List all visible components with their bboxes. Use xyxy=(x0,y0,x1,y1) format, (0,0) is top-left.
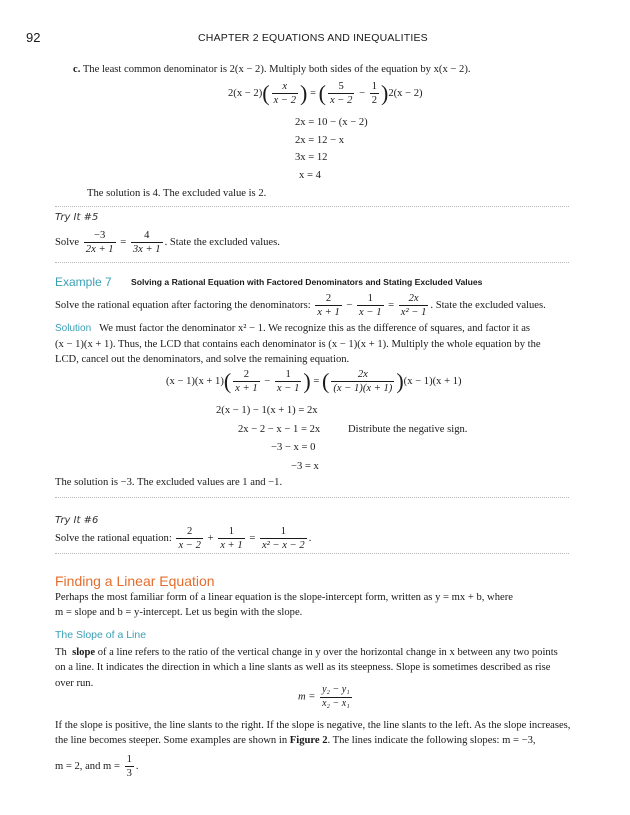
section-heading: Finding a Linear Equation xyxy=(55,573,215,589)
step: 2(x − 1) − 1(x + 1) = 2x xyxy=(216,405,318,416)
divider xyxy=(55,206,569,207)
slope-term: slope xyxy=(72,647,96,658)
try-it-5-problem: Solve $\frac{-3}{2x + 1}$ = $\frac{4}{3x + 1}$ . State the excluded values. xyxy=(55,230,280,256)
step: 2x = 10 − (x − 2) xyxy=(295,117,368,128)
figure-ref[interactable]: Figure 2 xyxy=(289,735,328,747)
example-7-main-equation: (x − 1)(x + 1)( $\frac{2}{x + 1}$ − $\frac{1}{x - 1}$ ) = ( $\frac{2x}{(x - 1)(x + 1)}$ )(x − 1)(x + 1) xyxy=(166,368,462,395)
step: 2x = 12 − x xyxy=(295,134,345,146)
part-c-main-equation: 2(x − 2)( $\frac{x}{x - 2}$ ) = ( $\frac{5}{x - 2}$ − $\frac{1}{2}$ )2(x − 2) xyxy=(228,80,423,107)
divider xyxy=(55,262,569,263)
example-7-solution: Solution We must factor the denominator x² − 1. We recognize this as the difference of squares, and factor it as (x − 1)(x + 1). Thus, the LCD that contains each denominator is (x − 1)(x + 1). Multiply the whole equation by the LCD, cancel out the denominators, and solve the remaining equation. xyxy=(55,323,541,365)
slope-definition: Th slope of a line refers to the ratio of the vertical change in y over the horizontal change in x between any two points on a line. It indicates the direction in which a line slants as well as its steepness. Slope is sometimes described as rise over run. xyxy=(55,647,558,689)
example-7-steps xyxy=(216,402,556,476)
step-note: Distribute the negative sign. xyxy=(348,423,468,435)
try-it-5-label: Try It #5 xyxy=(55,212,99,223)
part-c-label: c. xyxy=(73,64,81,75)
part-c-intro xyxy=(73,62,573,77)
solution-label: Solution xyxy=(55,323,92,334)
try-it-6-problem: Solve the rational equation: $\frac{2}{x - 2}$ + $\frac{1}{x + 1}$ = $\frac{1}{\text{x² − x − 2}}$ . xyxy=(55,526,312,552)
example-7-prompt: Solve the rational equation after factoring the denominators: $\frac{2}{x + 1}$ − $\frac{1}{x - 1}$ = $\frac{2x}{\text{x² − 1}}$ . State the excluded values. xyxy=(55,293,546,319)
step: −3 − x = 0 xyxy=(271,442,316,453)
part-c-steps xyxy=(295,114,368,184)
divider xyxy=(55,553,569,554)
chapter-title: CHAPTER 2 EQUATIONS AND INEQUALITIES xyxy=(198,32,428,44)
step: 3x = 12 xyxy=(295,152,328,163)
part-c-intro-text: The least common denominator is 2(x − 2). Multiply both sides of the equation by x(x − 2). xyxy=(82,64,471,75)
step: x = 4 xyxy=(299,169,321,181)
example-7-conclusion: The solution is −3. The excluded values are 1 and −1. xyxy=(55,477,283,488)
try-it-6-label: Try It #6 xyxy=(55,515,99,526)
step: −3 = x xyxy=(291,460,319,472)
slope-formula: m = $\frac{\text{y₂ − y₁}}{\text{x₂ − x₁}}$ xyxy=(298,684,350,709)
divider xyxy=(55,497,569,498)
example-7-label: Example 7 xyxy=(55,275,112,289)
linear-intro: Perhaps the most familiar form of a linear equation is the slope-intercept form, written as y = mx + b, where m = slope and b = y-intercept. Let us begin with the slope. xyxy=(55,592,513,619)
part-c-solution: The solution is 4. The excluded value is 2. xyxy=(87,188,267,199)
page-number: 92 xyxy=(26,30,41,45)
step: 2x − 2 − x − 1 = 2x Distribute the negative sign. xyxy=(216,421,556,440)
example-7-title: Solving a Rational Equation with Factored Denominators and Stating Excluded Values xyxy=(131,277,483,287)
slope-examples: If the slope is positive, the line slants to the right. If the slope is negative, the line slants to the left. As the slope increases, the line becomes steeper. Some examples are shown in Figure 2. The lines indicate the following slopes: m = −3, m = 2, and m = $\frac{1}{3}$ . xyxy=(55,720,571,779)
subsection-heading: The Slope of a Line xyxy=(55,629,147,641)
